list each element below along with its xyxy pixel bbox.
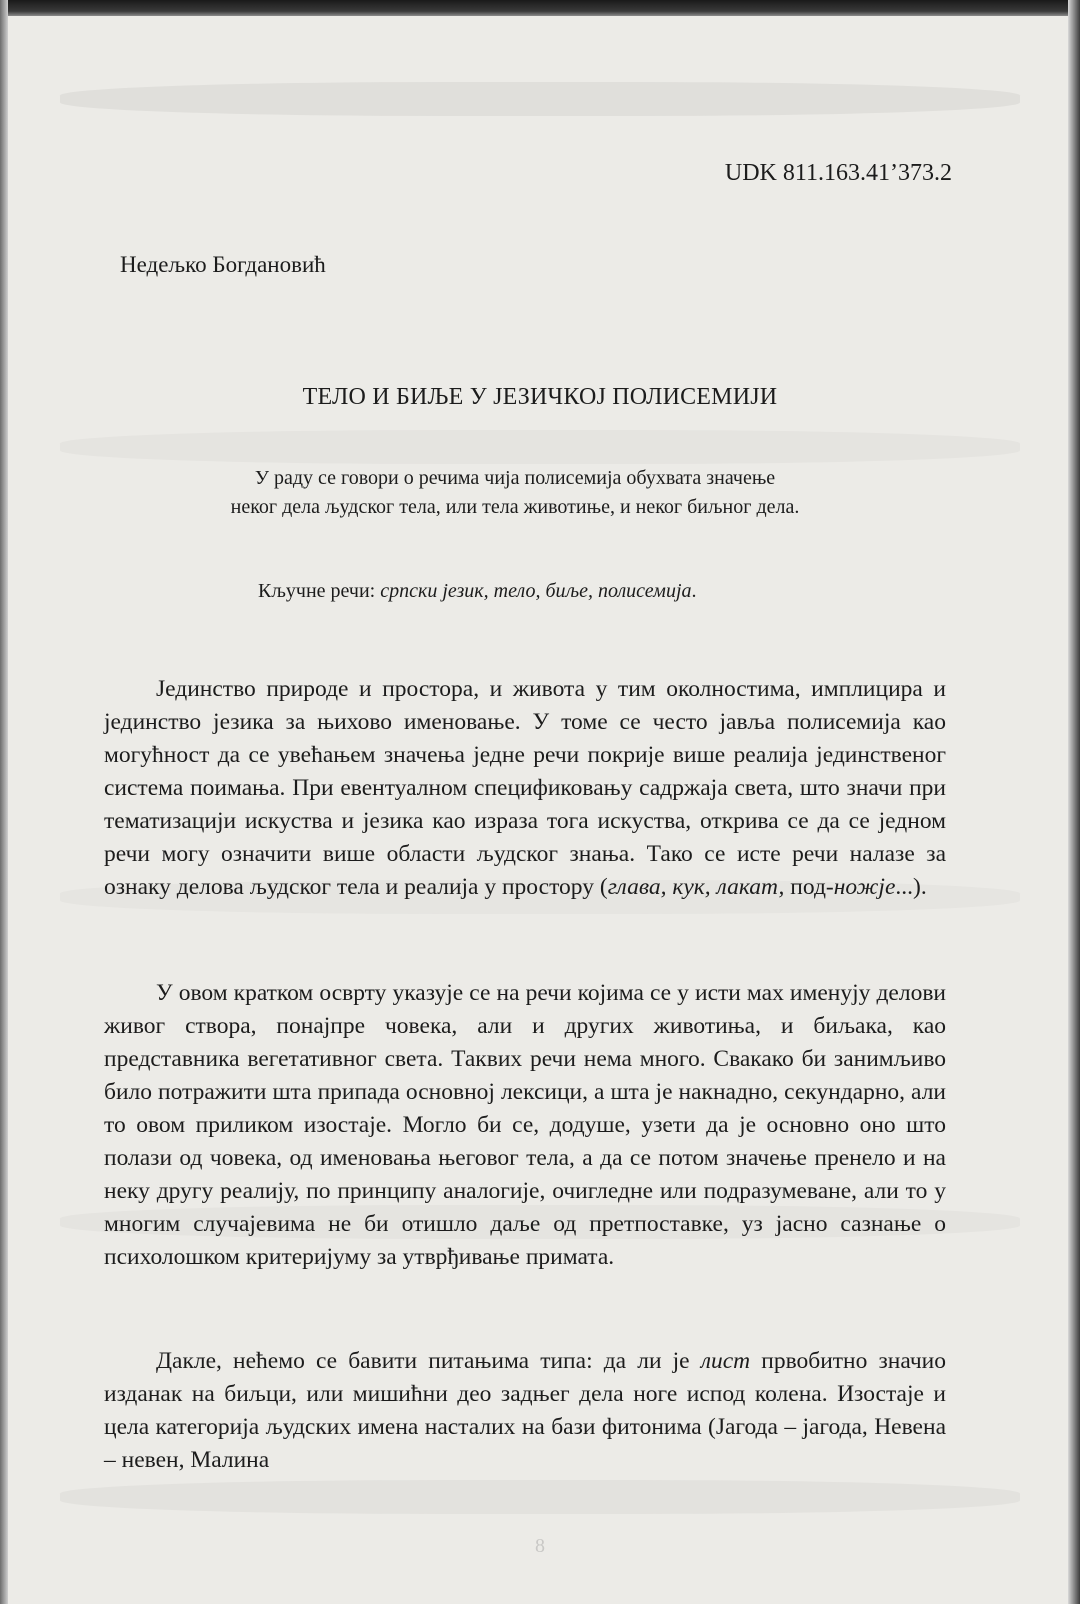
keywords <box>230 577 710 606</box>
article-title: ТЕЛО И БИЉЕ У ЈЕЗИЧКОЈ ПОЛИСЕМИЈИ <box>302 384 778 410</box>
example-words: глава, кук, лакат, <box>607 874 785 900</box>
example-word: лист <box>700 1348 751 1374</box>
abstract: У раду се говори о речима чија полисемија обухвата значење неког дела људског тела, или тела животиње, и неког биљног дела. <box>230 467 800 518</box>
body-paragraph-2: У овом кратком осврту указује се на речи којима се у исти мах именују делови живог створа, понајпре човека, али и других животиња, и биљака, као представника вегетативног света. Таквих речи нема много. Свакако би занимљиво било потражити шта припада основној лексици, а шта је накнадно, секундарно, али то овом приликом изостаје. Могло би се, додуше, узети да је основно оно што полази од човека, од именовања његовог тела, а да се потом значење пренело и на неку другу реалију, по принципу аналогије, очигледне или подразумеване, али то у многим случајевима не би отишло даље од претпоставке, уз јасно сазнање о психолошком критеријуму за утврђивање примата. <box>104 980 946 1270</box>
keywords-terms: српски језик, тело, биље, полисемија <box>380 580 692 602</box>
example-word: ножје <box>833 874 896 900</box>
author-name: Недељко Богдановић <box>120 252 326 277</box>
body-paragraph-1 <box>104 673 946 904</box>
bleed-through-shadow <box>60 1480 1020 1514</box>
keywords-end: . <box>691 580 697 602</box>
bleed-through-shadow <box>60 430 1020 464</box>
bleed-through-shadow <box>60 82 1020 116</box>
page-number: 8 <box>535 1535 545 1557</box>
paragraph-text: под- <box>784 874 834 900</box>
scan-top-edge <box>0 0 1080 16</box>
body-paragraph-3 <box>104 1345 946 1477</box>
paragraph-text: Дакле, нећемо се бавити питањима типа: да ли је <box>156 1348 701 1374</box>
scan-left-edge <box>0 0 8 1604</box>
scan-right-edge <box>1068 0 1080 1604</box>
keywords-label: Кључне речи: <box>258 580 376 602</box>
paragraph-text: Јединство природе и простора, и живота у тим околностима, имплицира и јединство језика за њихово именовање. У томе се често јавља полисемија као могућност да се увећањем значења једне речи покрије више реалија јединственог система поимања. При евентуалном спецификовању садржаја света, што значи при тематизацији искуства и језика као израза тога искуства, открива се да се једном речи могу означити више области људског знања. Тако се исте речи налазе за ознаку делова људског тела и реалија у простору ( <box>104 676 946 900</box>
udk-classification: UDK 811.163.41’373.2 <box>724 160 952 186</box>
paragraph-text: ...). <box>895 874 927 900</box>
paragraph-text: првобитно значио изданак на биљци, или мишићни део задњег дела ноге испод колена. Изостаје и цела категорија људских имена насталих на бази фитонима (Јагода – јагода, Невена – невен, Малина <box>104 1348 946 1473</box>
